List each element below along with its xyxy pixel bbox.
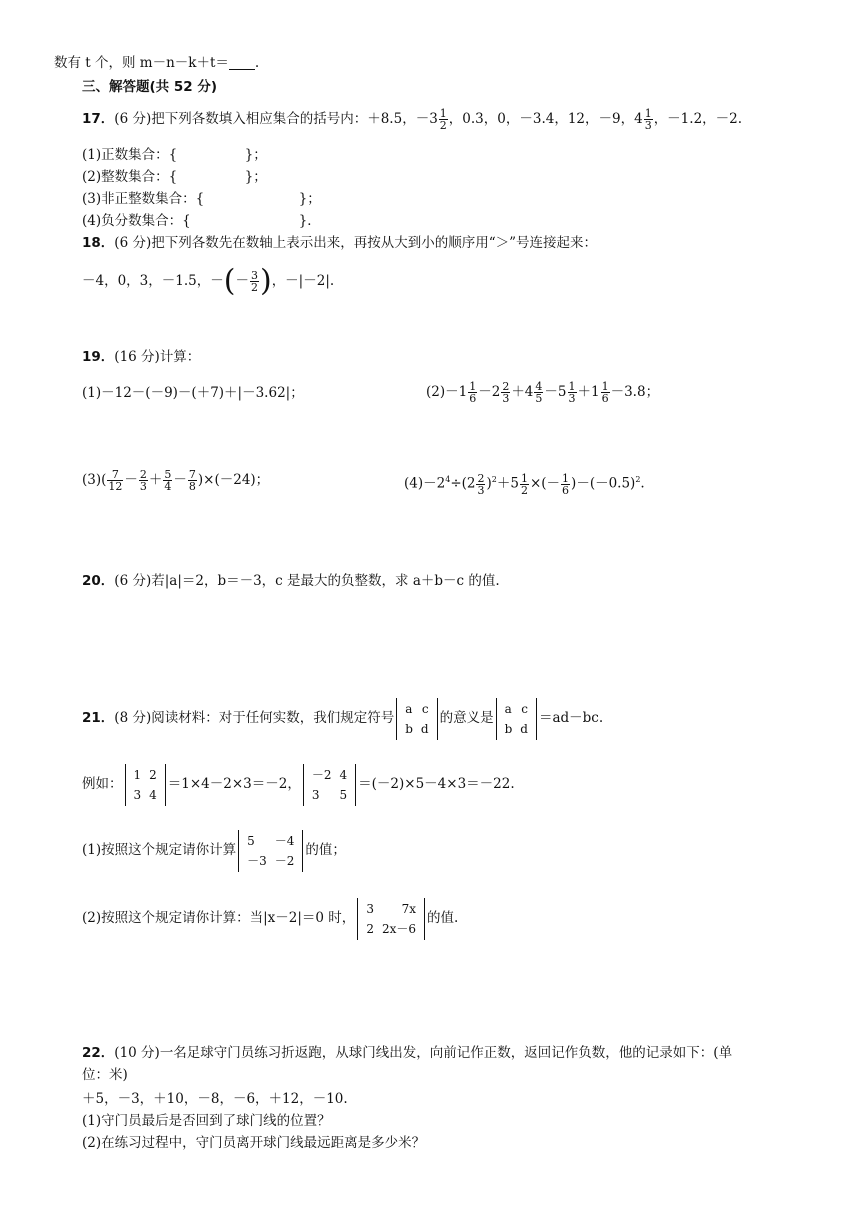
fraction: $\frac{1}{3}$ — [644, 107, 652, 132]
determinant: a c b d — [396, 698, 437, 740]
q-prompt: 把下列各数先在数轴上表示出来，再按从大到小的顺序用“＞”号连接起来： — [151, 235, 598, 251]
q-number: 21． — [82, 710, 115, 726]
fraction: $\frac{3}{2}$ — [250, 269, 258, 294]
question-20: 20．(6 分)若|a|＝2，b＝－3，c 是最大的负整数，求 a＋b－c 的值. — [82, 573, 500, 589]
determinant: 1 2 3 4 — [125, 764, 166, 806]
continued-text: 数有 t 个，则 m－n－k＋t＝ — [54, 55, 229, 71]
set-integer: (2)整数集合：{ }； — [82, 169, 267, 185]
q19-part3: (3)( $\frac{7}{12}$ － $\frac{2}{3}$ ＋ $\frac{5}{4}$ － $\frac{7}{8}$ )×(－24)； — [82, 468, 270, 493]
determinant: 5 －4 －3 －2 — [238, 830, 303, 872]
q21-example: 例如： 1 2 3 4 ＝1×4－2×3＝－2， －2 4 3 5 ＝(－2)×5－4×3＝－22. — [82, 762, 515, 806]
q-number: 19． — [82, 349, 115, 365]
q-number: 20． — [82, 573, 115, 589]
q22-data: ＋5，－3，＋10，－8，－6，＋12，－10. — [82, 1091, 348, 1107]
q19-part4: $(4)-2^4\div(2$ $\frac{2}{3}$ )$^2$＋5 $\frac{1}{2}$ ×(－ $\frac{1}{6}$ )$-(-0.5)^2$. — [404, 471, 645, 497]
answer-blank[interactable] — [229, 55, 255, 70]
q18-numbers: －4，0，3，－1.5，－(－ $\frac{3}{2}$ )，－|－2|. — [82, 263, 335, 299]
q21-part1: (1)按照这个规定请你计算 5 －4 －3 －2 的值； — [82, 828, 346, 872]
q22-part1: (1)守门员最后是否回到了球门线的位置？ — [82, 1113, 331, 1129]
set-positive: (1)正数集合：{ }； — [82, 147, 267, 163]
set-negative-fraction: (4)负分数集合：{ }． — [82, 213, 321, 229]
q19-part2: (2)－1 $\frac{1}{6}$ －2 $\frac{2}{3}$ ＋4 $\frac{4}{5}$ －5 $\frac{1}{3}$ ＋1 $\frac{1}{6}$ －3.8； — [426, 380, 660, 405]
q-prompt: 把下列各数填入相应集合的括号内：＋8.5，－ — [151, 111, 430, 127]
question-22: 22．(10 分)一名足球守门员练习折返跑，从球门线出发，向前记作正数，返回记作负数，他的记录如下：(单 — [82, 1045, 733, 1061]
q-number: 22． — [82, 1045, 115, 1061]
q22-unit: 位：米) — [82, 1067, 128, 1083]
determinant: －2 4 3 5 — [303, 764, 356, 806]
continued-line: 数有 t 个，则 m－n－k＋t＝ . — [54, 55, 260, 71]
fraction: $\frac{1}{2}$ — [439, 107, 447, 132]
question-17: 17．(6 分)把下列各数填入相应集合的括号内：＋8.5，－3 $\frac{1}{2}$ ，0.3，0，－3.4，12，－9，4 $\frac{1}{3}$ ，－1.2，－2. — [82, 107, 743, 132]
q-number: 17． — [82, 111, 115, 127]
question-19: 19．(16 分)计算： — [82, 349, 201, 365]
determinant: a c b d — [496, 698, 537, 740]
section-heading: 三、解答题(共 52 分) — [82, 79, 218, 95]
q21-part2: (2)按照这个规定请你计算：当|x－2|＝0 时， 3 7x 2 2x－6 的值. — [82, 896, 458, 940]
determinant: 3 7x 2 2x－6 — [357, 898, 425, 940]
question-18: 18．(6 分)把下列各数先在数轴上表示出来，再按从大到小的顺序用“＞”号连接起来： — [82, 235, 598, 251]
q19-part1: (1)－12－(－9)－(＋7)＋|－3.62|； — [82, 385, 304, 401]
q22-part2: (2)在练习过程中，守门员离开球门线最远距离是多少米？ — [82, 1135, 426, 1151]
set-nonpositive-integer: (3)非正整数集合：{ }； — [82, 191, 321, 207]
question-21: 21．(8 分)阅读材料：对于任何实数，我们规定符号 a c b d 的意义是 a c b d ＝ad－bc. — [82, 696, 603, 740]
q-number: 18． — [82, 235, 115, 251]
